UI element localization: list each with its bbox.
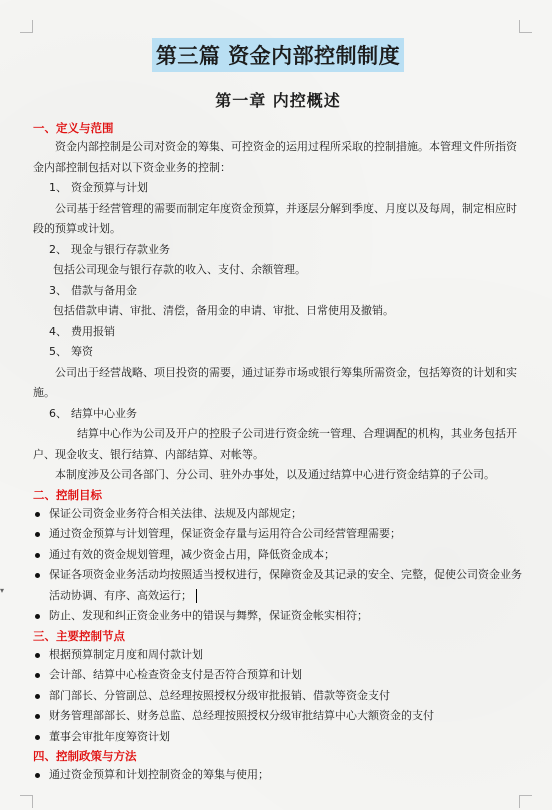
crop-mark-top-left (20, 20, 33, 33)
section-heading: 三、主要控制节点 (33, 628, 125, 643)
section-heading: 二、控制目标 (33, 487, 102, 502)
list-item: 保证各项资金业务活动均按照适当授权进行，保障资金及其记录的安全、完整，促使公司资金业务活动协调、有序、高效运行； (33, 565, 523, 606)
paragraph: 公司出于经营战略、项目投资的需要，通过证券市场或银行筹集所需资金，包括筹资的计划和实施。 (33, 365, 517, 399)
bullet-icon (35, 773, 40, 778)
crop-mark-top-right (519, 20, 532, 33)
list-item: 通过资金预算与计划管理，保证资金存量与运用符合公司经营管理需要； (33, 524, 523, 545)
section-heading: 四、控制政策与方法 (33, 749, 137, 763)
paragraph: 资金内部控制是公司对资金的筹集、可控资金的运用过程所采取的控制措施。本管理文件所指资金内部控制包括对以下资金业务的控制： (33, 140, 517, 174)
chapter-title: 第一章 内控概述 (215, 91, 341, 110)
list-item: 通过资金预算和计划控制资金的筹集与使用； (33, 765, 523, 786)
bullet-icon (35, 512, 40, 517)
paragraph: 公司基于经营管理的需要而制定年度资金预算，并逐层分解到季度、月度以及每周，制定相应时段的预算或计划。 (33, 201, 517, 235)
bullet-list (33, 645, 523, 748)
bullet-icon (35, 653, 40, 658)
part-title (33, 38, 523, 72)
numbered-item: 5、 筹资 (49, 345, 93, 358)
bullet-list (33, 504, 523, 627)
list-item: 保证公司资金业务符合相关法律、法规及内部规定； (33, 504, 523, 525)
crop-mark-bottom-left (20, 795, 33, 808)
list-item: 董事会审批年度筹资计划 (33, 727, 523, 748)
numbered-item: 4、 费用报销 (49, 324, 115, 338)
bullet-icon (35, 532, 40, 537)
crop-mark-bottom-right (519, 795, 532, 808)
numbered-item: 2、 现金与银行存款业务 (49, 242, 170, 256)
list-item: 会计部、结算中心检查资金支付是否符合预算和计划 (33, 665, 523, 686)
bullet-list (33, 765, 523, 786)
list-item: 部门部长、分管副总、总经理按照授权分级审批报销、借款等资金支付 (33, 686, 523, 707)
document-body[interactable] (33, 38, 523, 786)
list-item: 根据预算制定月度和周付款计划 (33, 645, 523, 666)
text-cursor (196, 589, 197, 603)
paragraph: 本制度涉及公司各部门、分公司、驻外办事处，以及通过结算中心进行资金结算的子公司。 (55, 468, 495, 481)
list-item: 财务管理部部长、财务总监、总经理按照授权分级审批结算中心大额资金的支付 (33, 706, 523, 727)
list-item: 防止、发现和纠正资金业务中的错误与舞弊，保证资金帐实相符； (33, 606, 523, 627)
bullet-icon (35, 714, 40, 719)
paragraph: 结算中心作为公司及开户的控股子公司进行资金统一管理、合理调配的机构，其业务包括开户、现金收支、银行结算、内部结算、对帐等。 (33, 427, 517, 461)
paragraph: 包括借款申请、审批、清偿，备用金的申请、审批、日常使用及撤销。 (53, 304, 394, 317)
margin-marker: ▾ (0, 586, 5, 595)
numbered-item: 1、 资金预算与计划 (49, 181, 148, 194)
part-title-text: 第三篇 资金内部控制制度 (152, 38, 404, 72)
bullet-icon (35, 735, 40, 740)
section-heading: 一、定义与范围 (33, 121, 114, 135)
list-item: 通过有效的资金规划管理，减少资金占用，降低资金成本； (33, 545, 523, 566)
numbered-item: 3、 借款与备用金 (49, 283, 137, 297)
bullet-icon (35, 573, 40, 578)
numbered-item: 6、 结算中心业务 (49, 406, 137, 420)
bullet-icon (35, 673, 40, 678)
paragraph: 包括公司现金与银行存款的收入、支付、余额管理。 (53, 263, 306, 276)
bullet-icon (35, 553, 40, 558)
bullet-icon (35, 694, 40, 699)
bullet-icon (35, 614, 40, 619)
